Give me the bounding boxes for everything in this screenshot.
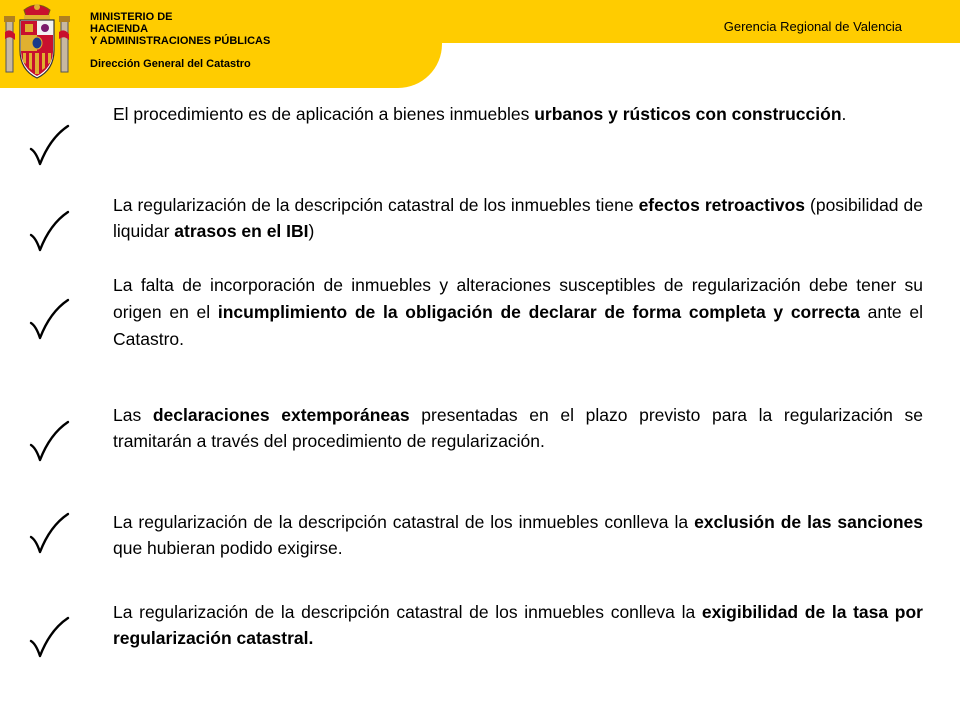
item-text bbox=[113, 192, 923, 244]
checkmark-icon bbox=[28, 616, 70, 658]
checkmark-icon bbox=[28, 210, 70, 252]
ministry-line: MINISTERIO DE bbox=[90, 11, 173, 23]
bold-segment: efectos retroactivos bbox=[638, 195, 806, 215]
item-text bbox=[113, 599, 923, 651]
checkmark-icon bbox=[28, 298, 70, 340]
text-segment: La regularización de la descripción catastral de los inmuebles conlleva la bbox=[113, 512, 695, 532]
text-segment: . bbox=[841, 104, 847, 124]
bold-segment: declaraciones extemporáneas bbox=[152, 405, 410, 425]
text-segment: (posibilidad de liquidar bbox=[113, 195, 923, 241]
text-segment: El procedimiento es de aplicación a bienes inmuebles bbox=[113, 104, 535, 124]
bold-segment: exigibilidad de la tasa por regularización catastral. bbox=[113, 602, 923, 648]
ministry-line: HACIENDA bbox=[90, 23, 149, 35]
text-segment: ) bbox=[308, 221, 315, 241]
bold-segment: urbanos y rústicos con construcción bbox=[534, 104, 842, 124]
text-segment: que hubieran podido exigirse. bbox=[113, 538, 343, 558]
item-text bbox=[113, 101, 923, 127]
item-text bbox=[113, 509, 923, 561]
text-segment: La regularización de la descripción catastral de los inmuebles conlleva la bbox=[113, 602, 702, 622]
checkmark-icon bbox=[28, 512, 70, 554]
bold-segment: atrasos en el IBI bbox=[174, 221, 309, 241]
checkmark-icon bbox=[28, 420, 70, 462]
coat-of-arms-icon bbox=[2, 2, 72, 84]
text-segment: presentadas en el plazo previsto para la regularización se tramitarán a través del procedimiento de regularización. bbox=[113, 405, 923, 451]
item-text bbox=[113, 272, 923, 353]
text-segment: ante el Catastro. bbox=[113, 302, 923, 349]
gerencia-regional: Gerencia Regional de Valencia bbox=[723, 19, 902, 34]
direccion-general: Dirección General del Catastro bbox=[90, 58, 251, 70]
bold-segment: incumplimiento de la obligación de declarar de forma completa y correcta bbox=[217, 302, 860, 322]
text-segment: Las bbox=[113, 405, 153, 425]
ministry-line: Y ADMINISTRACIONES PÚBLICAS bbox=[90, 35, 271, 47]
text-segment: La regularización de la descripción catastral de los inmuebles tiene bbox=[113, 195, 639, 215]
ministry-name bbox=[90, 11, 270, 47]
checkmark-icon bbox=[28, 124, 70, 166]
bold-segment: exclusión de las sanciones bbox=[694, 512, 923, 532]
item-text bbox=[113, 402, 923, 454]
text-segment: La falta de incorporación de inmuebles y alteraciones susceptibles de regularización debe tener su origen en el bbox=[113, 275, 923, 322]
